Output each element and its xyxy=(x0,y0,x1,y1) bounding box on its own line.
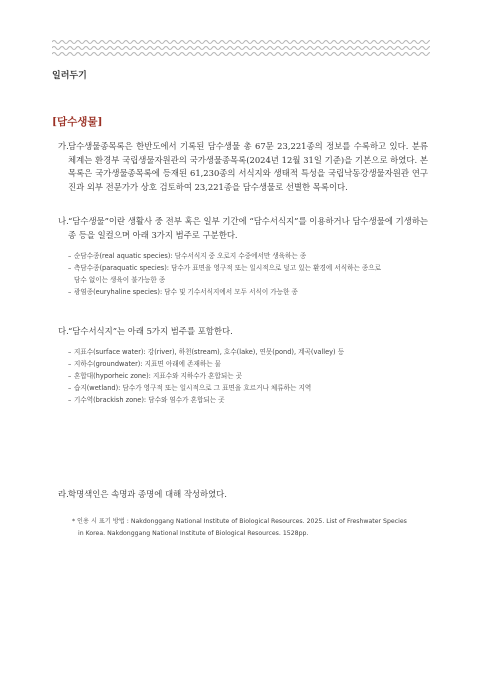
wave-line xyxy=(52,41,430,44)
item-text: “담수서식지”는 아래 5가지 범주를 포함한다. xyxy=(68,326,233,336)
header-label: 일러두기 xyxy=(52,71,87,81)
item-marker: 라. xyxy=(58,489,69,499)
item-ra xyxy=(58,488,428,502)
item-text: 담수생물종목록은 한반도에서 기록된 담수생물 총 67문 23,221종의 정보를 수록하고 있다. 분류체계는 환경부 국립생물자원관의 국가생물종목록(2024년 12월 31일 기준)을 기본으로 하였다. 본 목록은 국가생물종목록에 등재된 61,230종의 서식지와 생태적 특성을 국립낙동강생물자원관 연구진과 외부 전문가가 상호 검토하여 23,221종을 담수생물로 선별한 목록이다. xyxy=(68,141,428,192)
citation-note xyxy=(72,516,432,540)
item-marker: 가. xyxy=(58,141,69,151)
item-da xyxy=(58,325,428,339)
citation-line-1: * 인용 시 표기 방법 : Nakdonggang National Institute of Biological Resources. 2025. List of Freshwater Species xyxy=(72,518,407,525)
category-item: – 순담수종(real aquatic species): 담수서식지 중 오로지 수중에서만 생육하는 종 xyxy=(68,250,428,262)
item-text: 학명색인은 속명과 종명에 대해 작성하였다. xyxy=(68,489,227,499)
habitat-item: – 기수역(brackish zone): 담수와 염수가 혼합되는 곳 xyxy=(68,394,428,406)
habitat-item: – 습지(wetland): 담수가 영구적 또는 일시적으로 그 표면을 흐르거나 체류하는 지역 xyxy=(68,382,428,394)
wave-line xyxy=(52,47,430,50)
habitat-item: – 지하수(groundwater): 지표면 아래에 존재하는 물 xyxy=(68,358,428,370)
wave-line xyxy=(52,53,430,56)
habitat-item: – 혼합대(hyporheic zone): 지표수와 지하수가 혼합되는 곳 xyxy=(68,370,428,382)
freshwater-species-categories xyxy=(68,250,428,298)
category-item: – 광염종(euryhaline species): 담수 및 기수서식지에서 모두 서식이 가능한 종 xyxy=(68,286,428,298)
item-ga xyxy=(58,140,428,194)
item-na xyxy=(58,215,428,242)
item-text: “담수생물”이란 생활사 중 전부 혹은 일부 기간에 “담수서식지”를 이용하거나 담수생물에 기생하는 종 등을 일컬으며 아래 3가지 범주로 구분한다. xyxy=(68,216,428,240)
category-item: – 측담수종(paraquatic species): 담수가 표면을 영구적 또는 일시적으로 덮고 있는 환경에 서식하는 종으로 xyxy=(68,262,428,274)
decorative-wave-border xyxy=(52,38,430,58)
section-title: [담수생물] xyxy=(52,116,103,128)
item-marker: 나. xyxy=(58,216,69,226)
item-marker: 다. xyxy=(58,326,69,336)
habitat-item: – 지표수(surface water): 강(river), 하천(stream), 호수(lake), 연못(pond), 계곡(valley) 등 xyxy=(68,346,428,358)
freshwater-habitat-categories xyxy=(68,346,428,406)
citation-line-2: in Korea. Nakdonggang National Institute of Biological Resources. 1528pp. xyxy=(78,530,309,537)
category-item-continuation: 담수 없이는 생육이 불가능한 종 xyxy=(74,276,166,284)
